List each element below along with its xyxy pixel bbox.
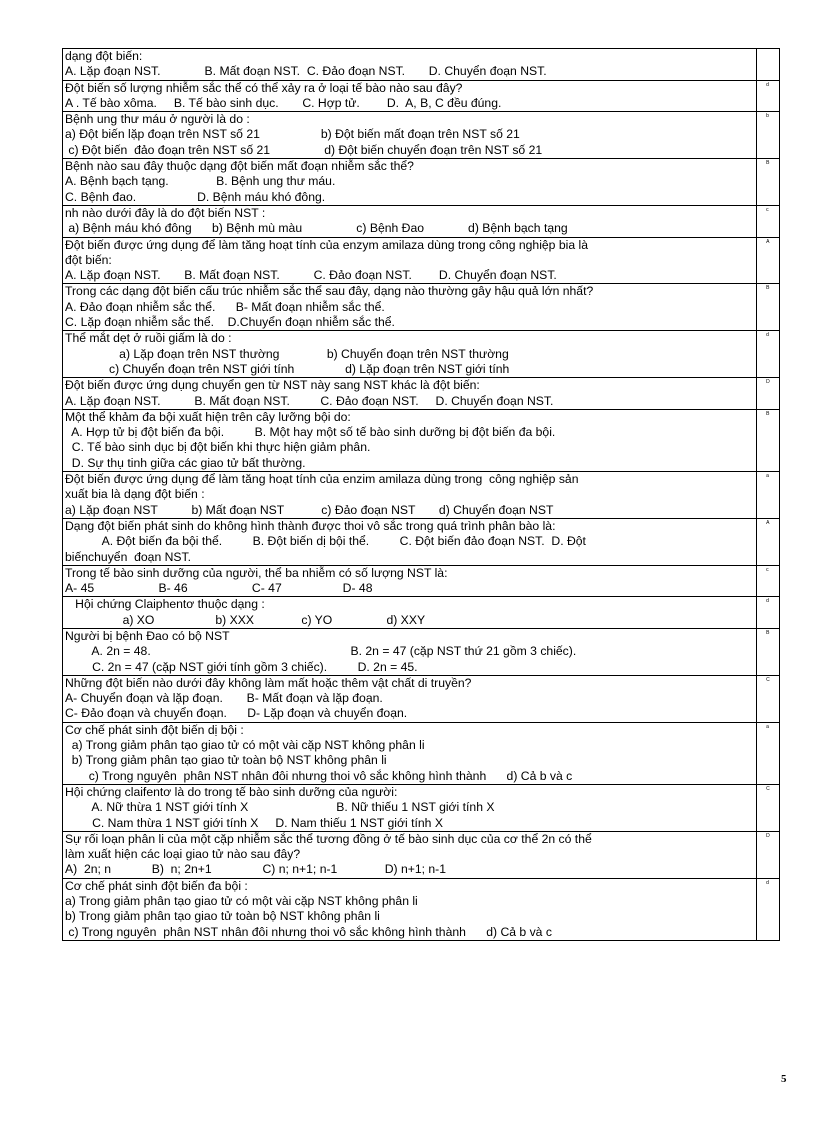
answer-key: a [766, 473, 769, 480]
question-table [62, 48, 780, 941]
question-line: A. Lặp đoạn NST. B. Mất đoạn NST. C. Đảo đoạn NST. D. Chuyển đoạn NST. [65, 268, 557, 283]
question-line: A. Bệnh bạch tạng. B. Bệnh ung thư máu. [65, 174, 336, 189]
answer-key: b [766, 113, 769, 120]
question-line: A. Đột biến đa bội thể. B. Đột biến dị bội thể. C. Đột biến đảo đoạn NST. D. Đột [65, 534, 586, 549]
question-line: Bệnh ung thư máu ở người là do : [65, 112, 250, 127]
question-row [63, 159, 779, 206]
answer-key: d [766, 332, 769, 339]
question-text [63, 566, 757, 597]
question-line: Người bị bệnh Đao có bộ NST [65, 628, 230, 643]
question-line: Đột biến được ứng dụng để làm tăng hoạt tính của enzym amilaza dùng trong công nghiệp bia là [65, 237, 588, 252]
question-text [63, 879, 757, 940]
question-line: b) Trong giảm phân tạo giao tử toàn bộ NST không phân li [65, 909, 380, 924]
question-text [63, 112, 757, 158]
answer-cell [757, 785, 779, 831]
question-line: C- Đảo đoạn và chuyển đoạn. D- Lặp đoạn và chuyển đoạn. [65, 706, 408, 721]
question-line: Một thể khảm đa bội xuất hiện trên cây lưỡng bội do: [65, 409, 351, 424]
page-number: 5 [781, 1073, 787, 1085]
question-text [63, 159, 757, 205]
question-line: đột biến: [65, 252, 112, 267]
question-line: Cơ chế phát sinh đột biến đa bội : [65, 878, 248, 893]
question-text [63, 785, 757, 831]
question-line: Những đột biến nào dưới đây không làm mất hoặc thêm vật chất di truyền? [65, 675, 472, 690]
question-text [63, 410, 757, 471]
question-row [63, 112, 779, 159]
question-line: Hội chứng Claiphentơ thuộc dạng : [65, 597, 265, 612]
question-row [63, 284, 779, 331]
answer-cell [757, 49, 779, 80]
question-line: a) Trong giảm phân tạo giao tử có một vài cặp NST không phân li [65, 894, 418, 909]
answer-cell [757, 81, 779, 112]
answer-cell [757, 676, 779, 722]
question-row [63, 597, 779, 629]
answer-key: a [766, 723, 769, 730]
question-row [63, 49, 779, 81]
answer-cell [757, 410, 779, 471]
answer-key: c [766, 206, 769, 213]
question-row [63, 879, 779, 940]
question-line: Trong các dạng đột biến cấu trúc nhiễm sắc thể sau đây, dạng nào thường gây hậu quả lớn nhất? [65, 284, 594, 299]
question-text [63, 519, 757, 565]
question-row [63, 206, 779, 238]
answer-cell [757, 378, 779, 409]
question-line: C. Bệnh đao. D. Bệnh máu khó đông. [65, 189, 326, 204]
answer-key: d [766, 879, 769, 886]
question-line: b) Trong giảm phân tạo giao tử toàn bộ NST không phân li [65, 753, 387, 768]
question-line: A. 2n = 48. B. 2n = 47 (cặp NST thứ 21 gồm 3 chiếc). [65, 644, 577, 659]
question-line: a) Bệnh máu khó đông b) Bệnh mù màu c) Bệnh Đao d) Bệnh bạch tạng [65, 221, 568, 236]
question-text [63, 81, 757, 112]
answer-key: A [766, 238, 770, 245]
answer-key: D [766, 379, 770, 386]
question-line: c) Chuyển đoạn trên NST giới tính d) Lặp đoạn trên NST giới tính [65, 361, 510, 376]
question-line: A. Nữ thừa 1 NST giới tính X B. Nữ thiếu 1 NST giới tính X [65, 800, 495, 815]
question-line: A. Lặp đoạn NST. B. Mất đoạn NST. C. Đảo đoạn NST. D. Chuyển đoạn NST. [65, 393, 554, 408]
question-text [63, 629, 757, 675]
question-line: làm xuất hiện các loại giao tử nào sau đây? [65, 847, 301, 862]
question-row [63, 238, 779, 285]
answer-key: B [766, 285, 770, 292]
question-row [63, 331, 779, 378]
question-text [63, 597, 757, 628]
answer-key: B [766, 160, 770, 167]
answer-cell [757, 159, 779, 205]
answer-key: C [766, 676, 770, 683]
question-line: Sự rối loạn phân li của một cặp nhiễm sắc thể tương đồng ở tế bào sinh dục của cơ thể 2n có thể [65, 831, 592, 846]
question-text [63, 284, 757, 330]
question-text [63, 723, 757, 784]
question-row [63, 81, 779, 113]
answer-key: d [766, 81, 769, 88]
question-line: A. Lặp đoạn NST. B. Mất đoạn NST. C. Đảo đoạn NST. D. Chuyển đoạn NST. [65, 64, 547, 79]
question-row [63, 378, 779, 410]
question-line: C. 2n = 47 (cặp NST giới tính gồm 3 chiếc). D. 2n = 45. [65, 659, 418, 674]
question-row [63, 785, 779, 832]
answer-cell [757, 832, 779, 878]
question-row [63, 519, 779, 566]
answer-cell [757, 238, 779, 284]
question-line: Cơ chế phát sinh đột biến dị bội : [65, 722, 244, 737]
question-line: C. Lặp đoạn nhiễm sắc thể. D.Chuyển đoạn nhiễm sắc thể. [65, 315, 395, 330]
question-text [63, 676, 757, 722]
answer-key: d [766, 598, 769, 605]
question-line: a) Đột biến lặp đoạn trên NST số 21 b) Đột biến mất đoạn trên NST số 21 [65, 127, 520, 142]
answer-cell [757, 284, 779, 330]
question-row [63, 723, 779, 785]
answer-key: B [766, 629, 770, 636]
answer-cell [757, 566, 779, 597]
question-line: A . Tế bào xôma. B. Tế bào sinh dục. C. Hợp tử. D. A, B, C đều đúng. [65, 95, 502, 110]
question-text [63, 206, 757, 237]
question-line: Thể mắt dẹt ở ruồi giấm là do : [65, 331, 232, 346]
question-line: a) Trong giảm phân tạo giao tử có một vài cặp NST không phân li [65, 738, 425, 753]
question-line: Dạng đột biến phát sinh do không hình thành được thoi vô sắc trong quá trình phân bào là: [65, 518, 556, 533]
question-text [63, 331, 757, 377]
question-line: c) Đột biến đảo đoạn trên NST số 21 d) Đột biến chuyển đoạn trên NST số 21 [65, 142, 543, 157]
question-line: c) Trong nguyên phân NST nhân đôi nhưng thoi vô sắc không hình thành d) Cả b và c [65, 924, 552, 939]
question-line: A- Chuyển đoạn và lặp đoạn. B- Mất đoạn và lặp đoạn. [65, 691, 383, 706]
answer-cell [757, 519, 779, 565]
question-line: D. Sự thụ tinh giữa các giao tử bất thường. [65, 455, 306, 470]
answer-key: A [766, 519, 770, 526]
answer-cell [757, 472, 779, 518]
question-text [63, 472, 757, 518]
question-text [63, 378, 757, 409]
question-line: nh nào dưới đây là do đột biến NST : [65, 205, 266, 220]
question-line: biếnchuyển đoạn NST. [65, 549, 192, 564]
question-line: C. Nam thừa 1 NST giới tính X D. Nam thiếu 1 NST giới tính X [65, 815, 443, 830]
question-line: Hội chứng claifentơ là do trong tế bào sinh dưỡng của người: [65, 784, 398, 799]
question-row [63, 629, 779, 676]
question-text [63, 238, 757, 284]
question-row [63, 566, 779, 598]
question-text [63, 832, 757, 878]
question-row [63, 410, 779, 472]
answer-key: C [766, 785, 770, 792]
answer-cell [757, 597, 779, 628]
question-line: a) Lặp đoạn NST b) Mất đoạn NST c) Đảo đoạn NST d) Chuyển đoạn NST [65, 502, 554, 517]
question-line: a) Lặp đoạn trên NST thường b) Chuyển đoạn trên NST thường [65, 346, 509, 361]
answer-cell [757, 879, 779, 940]
question-line: xuất bia là dạng đột biến : [65, 487, 205, 502]
answer-cell [757, 629, 779, 675]
answer-cell [757, 723, 779, 784]
question-line: Đột biến được ứng dụng chuyển gen từ NST này sang NST khác là đột biến: [65, 378, 480, 393]
question-line: dạng đột biến: [65, 49, 143, 63]
answer-key: D [766, 832, 770, 839]
answer-key: B [766, 410, 770, 417]
answer-cell [757, 331, 779, 377]
question-line: a) XO b) XXX c) YO d) XXY [65, 612, 426, 627]
question-line: Bệnh nào sau đây thuộc dạng đột biến mất đoạn nhiễm sắc thể? [65, 159, 414, 174]
question-line: Đột biến được ứng dụng để làm tăng hoạt tính của enzim amilaza dùng trong công nghiệp sản [65, 472, 579, 487]
question-text [63, 49, 757, 80]
question-line: c) Trong nguyên phân NST nhân đôi nhưng thoi vô sắc không hình thành d) Cả b và c [65, 768, 573, 783]
question-row [63, 832, 779, 879]
question-line: A) 2n; n B) n; 2n+1 C) n; n+1; n-1 D) n+1; n-1 [65, 862, 447, 877]
answer-cell [757, 112, 779, 158]
question-line: A. Hợp tử bị đột biến đa bội. B. Một hay một số tế bào sinh dưỡng bị đột biến đa bội. [65, 425, 556, 440]
question-row [63, 676, 779, 723]
question-line: Trong tế bào sinh dưỡng của người, thể ba nhiễm có số lượng NST là: [65, 565, 448, 580]
question-row [63, 472, 779, 519]
question-line: Đột biến số lượng nhiễm sắc thể có thể xảy ra ở loại tế bào nào sau đây? [65, 80, 463, 95]
question-line: C. Tế bào sinh dục bị đột biến khi thực hiện giảm phân. [65, 440, 371, 455]
answer-key: c [766, 566, 769, 573]
question-line: A- 45 B- 46 C- 47 D- 48 [65, 581, 373, 596]
answer-cell [757, 206, 779, 237]
question-line: A. Đảo đoạn nhiễm sắc thể. B- Mất đoạn nhiễm sắc thể. [65, 299, 385, 314]
